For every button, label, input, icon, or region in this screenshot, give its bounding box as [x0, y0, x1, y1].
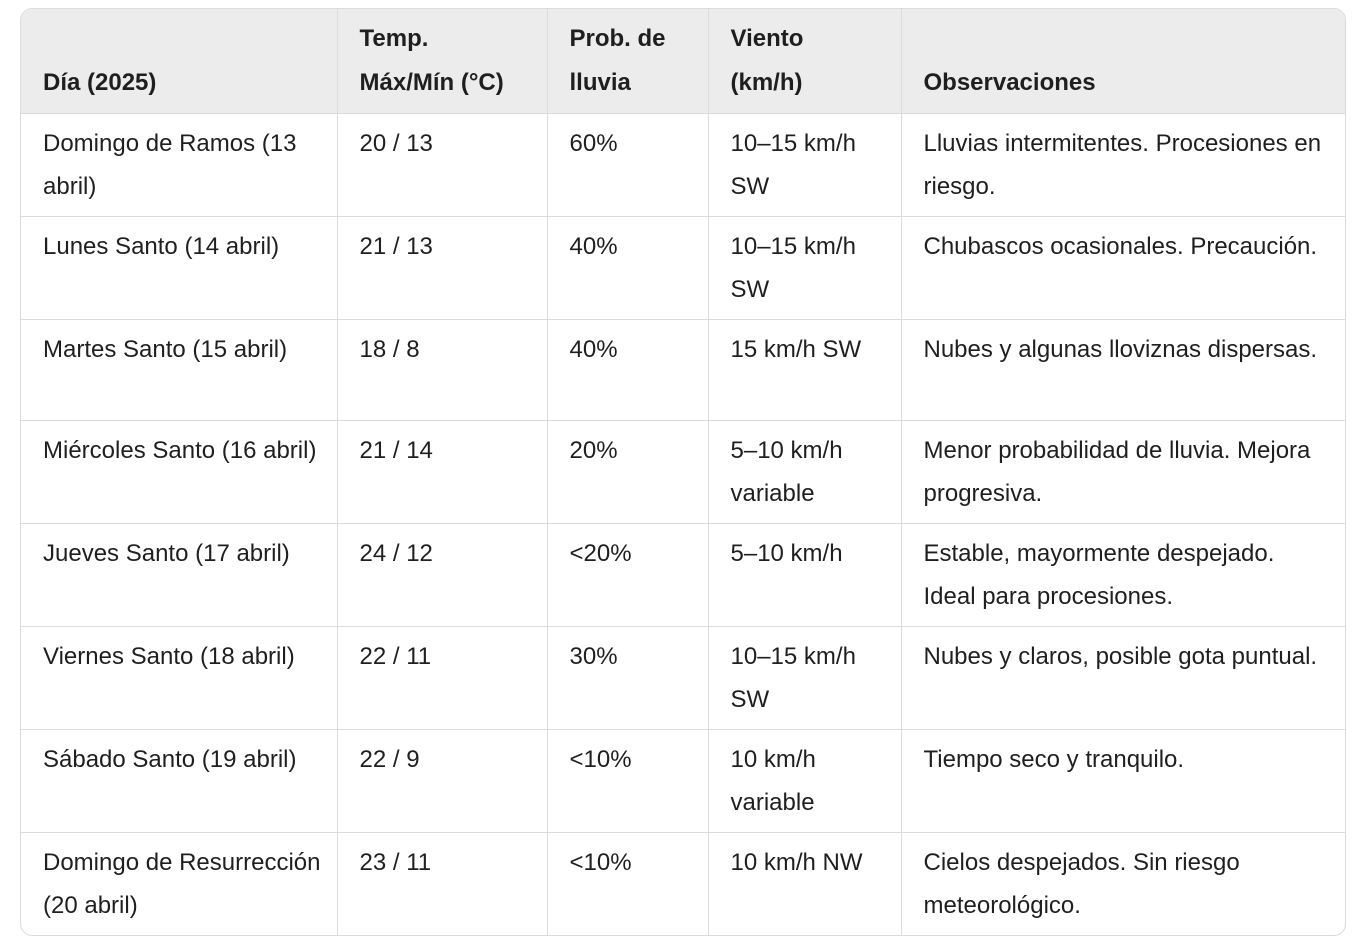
cell-rain-probability: <20% — [547, 524, 708, 627]
cell-temperature: 24 / 12 — [337, 524, 547, 627]
header-rain-probability-label: Prob. de lluvia — [569, 25, 666, 96]
cell-rain-probability: 20% — [547, 421, 708, 524]
table-header — [21, 9, 1345, 114]
table-row — [21, 833, 1345, 936]
header-day — [21, 9, 337, 114]
table-row — [21, 114, 1345, 217]
cell-day: Lunes Santo (14 abril) — [21, 217, 337, 320]
table-row — [21, 627, 1345, 730]
cell-observations: Tiempo seco y tranquilo. — [901, 730, 1345, 833]
header-temperature — [337, 9, 547, 114]
cell-wind: 10–15 km/h SW — [708, 627, 901, 730]
cell-observations: Nubes y algunas lloviznas dispersas. — [901, 320, 1345, 421]
cell-observations: Cielos despejados. Sin riesgo meteorológico. — [923, 849, 1240, 919]
cell-wind: 10–15 km/h SW — [708, 217, 901, 320]
table-row — [21, 524, 1345, 627]
cell-temperature: 22 / 11 — [337, 627, 547, 730]
header-observations-label: Observaciones — [923, 69, 1096, 96]
cell-rain-probability: 40% — [547, 320, 708, 421]
cell-day: Domingo de Ramos (13 abril) — [21, 114, 337, 217]
table-row — [21, 421, 1345, 524]
cell-wind: 10 km/h variable — [708, 730, 901, 833]
cell-wind: 5–10 km/h variable — [708, 421, 901, 524]
cell-wind: 10–15 km/h SW — [708, 114, 901, 217]
header-wind-label: Viento (km/h) — [730, 25, 804, 96]
header-day-label: Día (2025) — [43, 69, 157, 96]
cell-temperature: 21 / 14 — [337, 421, 547, 524]
cell-observations: Chubascos ocasionales. Precaución. — [901, 217, 1345, 320]
cell-day: Jueves Santo (17 abril) — [21, 524, 337, 627]
weather-table-container — [20, 8, 1346, 936]
cell-observations: Menor probabilidad de lluvia. Mejora progresiva. — [901, 421, 1345, 524]
header-temperature-label: Temp. Máx/Mín (°C) — [359, 25, 504, 96]
cell-day: Sábado Santo (19 abril) — [21, 730, 337, 833]
cell-wind: 15 km/h SW — [708, 320, 901, 421]
cell-rain-probability: 40% — [547, 217, 708, 320]
table-row — [21, 217, 1345, 320]
header-observations — [901, 9, 1345, 114]
cell-wind: 5–10 km/h — [708, 524, 901, 627]
cell-temperature: 22 / 9 — [337, 730, 547, 833]
cell-rain-probability: <10% — [547, 833, 708, 936]
header-row — [21, 9, 1345, 114]
cell-temperature: 18 / 8 — [337, 320, 547, 421]
cell-temperature: 21 / 13 — [337, 217, 547, 320]
weather-table — [21, 9, 1345, 935]
cell-rain-probability: <10% — [547, 730, 708, 833]
cell-day: Miércoles Santo (16 abril) — [21, 421, 337, 524]
cell-temperature: 20 / 13 — [337, 114, 547, 217]
table-row — [21, 320, 1345, 421]
cell-rain-probability: 30% — [547, 627, 708, 730]
cell-rain-probability: 60% — [547, 114, 708, 217]
table-body — [21, 114, 1345, 936]
cell-day: Martes Santo (15 abril) — [21, 320, 337, 421]
cell-wind: 10 km/h NW — [708, 833, 901, 936]
cell-observations: Lluvias intermitentes. Procesiones en riesgo. — [901, 114, 1345, 217]
table-row — [21, 730, 1345, 833]
cell-observations: Estable, mayormente despejado. Ideal para procesiones. — [901, 524, 1345, 627]
cell-day: Viernes Santo (18 abril) — [21, 627, 337, 730]
cell-temperature: 23 / 11 — [337, 833, 547, 936]
cell-day: Domingo de Resurrección (20 abril) — [21, 833, 337, 936]
cell-observations: Nubes y claros, posible gota puntual. — [901, 627, 1345, 730]
header-rain-probability — [547, 9, 708, 114]
header-wind — [708, 9, 901, 114]
